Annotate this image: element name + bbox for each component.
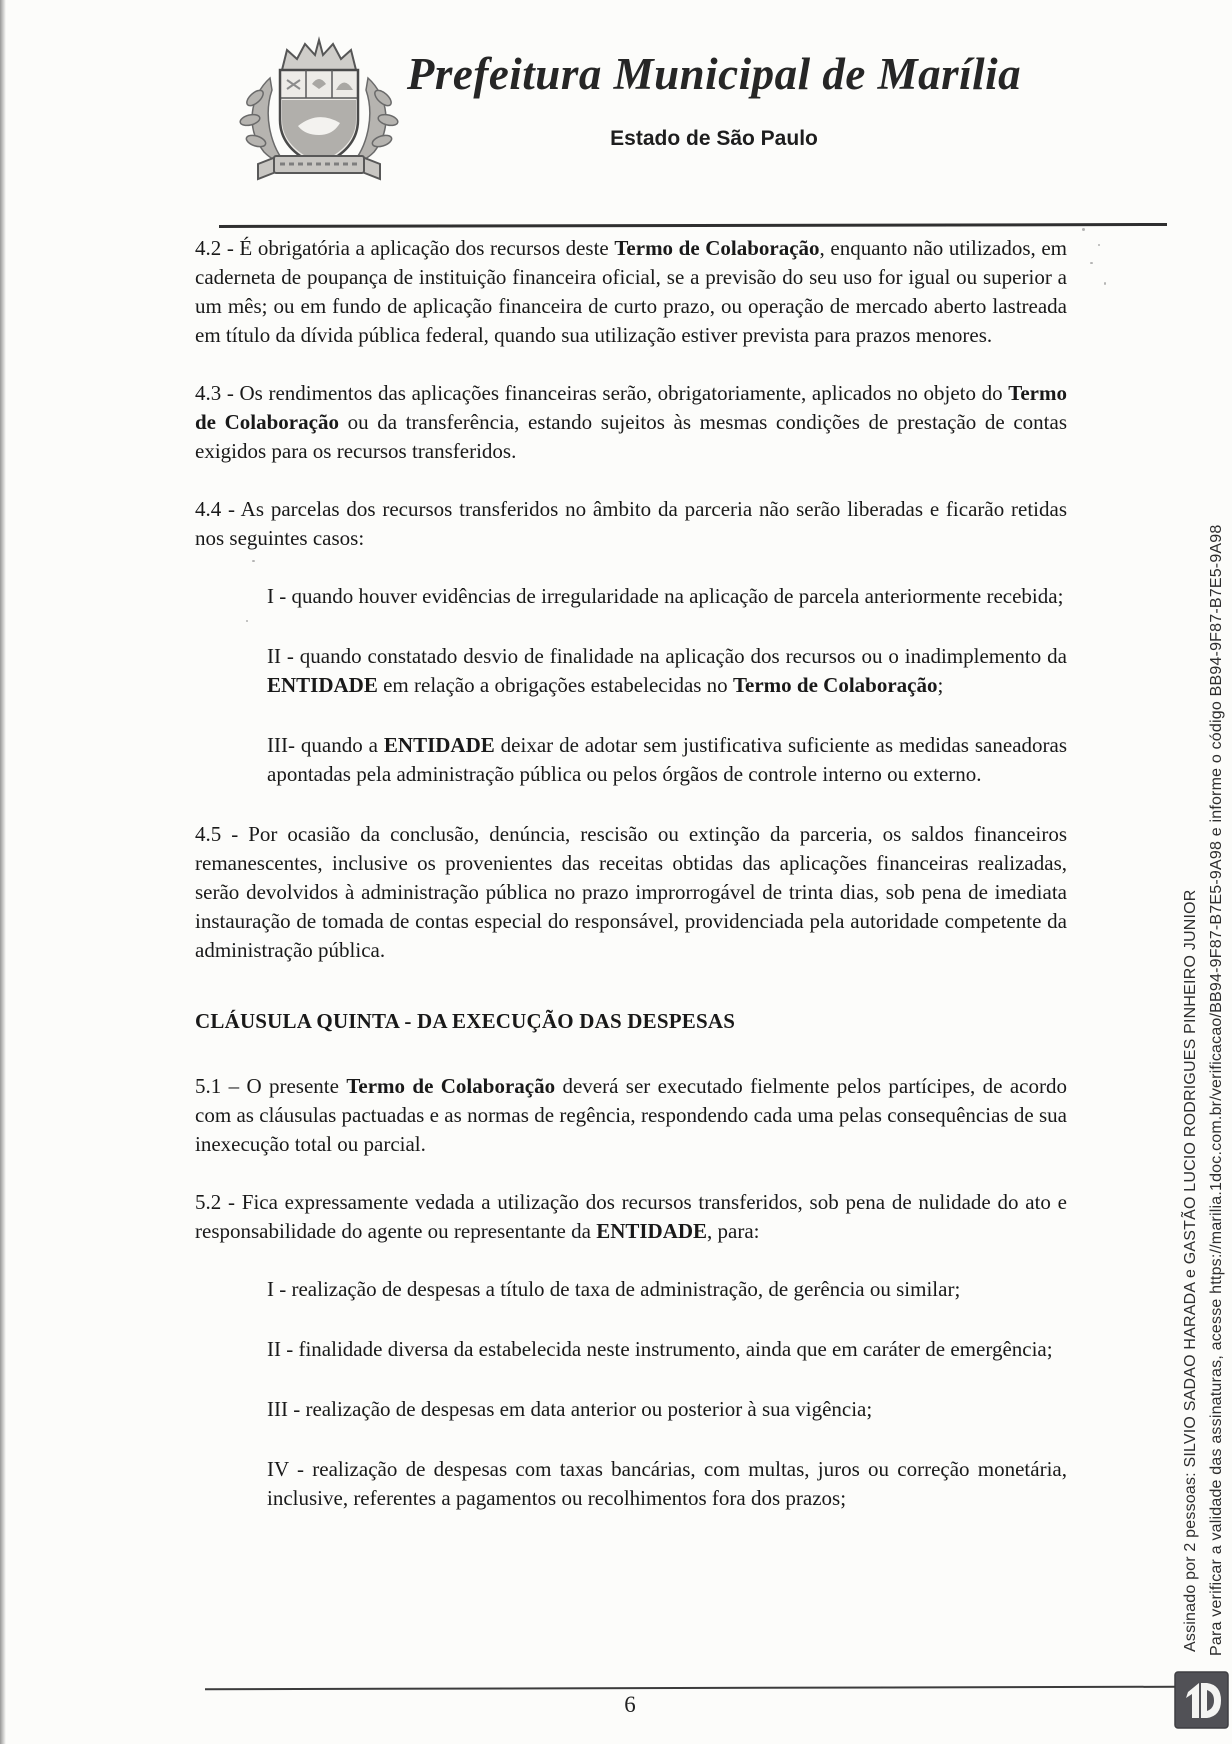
text-segment: II - quando constatado desvio de finalidade na aplicação dos recursos ou o inadimplemento da [267,644,1067,668]
signature-signed-by-text: Assinado por 2 pessoas: SILVIO SADAO HARADA e GASTÃO LUCIO RODRIGUES PINHEIRO JUNIOR [1182,889,1199,1652]
scan-noise [1090,262,1093,264]
footer-divider [205,1686,1175,1691]
bold-text-segment: CLÁUSULA QUINTA - DA EXECUÇÃO DAS DESPESAS [195,1009,736,1033]
text-segment: I - quando houver evidências de irregularidade na aplicação de parcela anteriormente recebida; [267,584,1064,608]
scan-noise [1098,244,1100,246]
page-number: 6 [624,1692,636,1717]
document-body [195,234,1067,1544]
text-segment: ; [937,673,944,697]
text-segment: deverá ser executado fielmente pelos partícipes, de acordo com as cláusulas pactuadas e as normas de regência, respondendo cada uma pelas consequências de sua inexecução total ou parcial. [195,1074,1067,1156]
text-segment: 4.4 - As parcelas dos recursos transferidos no âmbito da parceria não serão liberadas e ficarão retidas nos seguintes casos: [195,497,1067,550]
text-segment: 4.5 - Por ocasião da conclusão, denúncia, rescisão ou extinção da parceria, os saldos financeiros remanescentes, inclusive os provenientes das receitas obtidas das aplicações financeiras realizadas, serão devolvidos à administração pública no prazo improrrogável de trinta dias, sob pena de imediata instauração de tomada de contas especial do responsável, providenciada pela autoridade competente da administração pública. [195,822,1067,962]
page-title: Prefeitura Municipal de Marília [406,49,1022,99]
scan-edge-shadow [0,0,6,1744]
bold-text-segment: Termo de Colaboração [195,381,1067,434]
text-segment: I - realização de despesas a título de taxa de administração, de gerência ou similar; [267,1277,961,1301]
scan-noise [1104,282,1106,285]
page-subtitle: Estado de São Paulo [610,127,818,150]
text-segment: III- quando a [267,733,384,757]
clause-4-5 [195,820,1067,965]
bold-text-segment: Termo de Colaboração [732,673,938,697]
text-segment: III - realização de despesas em data anterior ou posterior à sua vigência; [267,1397,873,1421]
text-segment: 5.2 - Fica expressamente vedada a utilização dos recursos transferidos, sob pena de nulidade do ato e responsabilidade do agente ou representante da [195,1190,1067,1243]
text-segment: 5.1 – O presente [195,1074,347,1098]
clause-4-4-item-2 [267,642,1067,700]
text-segment: II - finalidade diversa da estabelecida neste instrumento, ainda que em caráter de emergência; [267,1337,1053,1361]
clause-4-4 [195,495,1067,553]
clause-4-4-item-3 [267,731,1067,789]
clause-5-1 [195,1072,1067,1159]
clause-4-2 [195,234,1067,350]
bold-text-segment: ENTIDADE [267,673,378,697]
clause-4-4-item-1 [267,582,1067,611]
text-segment: deixar de adotar sem justificativa suficiente as medidas saneadoras apontadas pela administração pública ou pelos órgãos de controle interno ou externo. [267,733,1067,786]
bold-text-segment: ENTIDADE [383,733,495,757]
scan-noise [1082,228,1085,231]
header-divider [219,223,1167,228]
text-segment: IV - realização de despesas com taxas bancárias, com multas, juros ou correção monetária, inclusive, referentes a pagamentos ou recolhimentos fora dos prazos; [267,1457,1067,1510]
clause-5-2-item-4 [267,1455,1067,1513]
text-segment: 4.3 - Os rendimentos das aplicações financeiras serão, obrigatoriamente, aplicados no objeto do [195,381,1009,405]
clause-5-2-item-2 [267,1335,1067,1364]
signature-verification-text: Para verificar a validade das assinaturas, acesse https://marilia.1doc.com.br/verificacao/BB94-9F87-B7E5-9A98 e informe o código BB94-9F87-B7E5-9A98 [1208,524,1225,1656]
text-segment: ou da transferência, estando sujeitos às mesmas condições de prestação de contas exigidos para os recursos transferidos. [195,410,1067,463]
clause-4-3 [195,379,1067,466]
bold-text-segment: Termo de Colaboração [614,236,820,260]
text-segment: 4.2 - É obrigatória a aplicação dos recursos deste [195,236,615,260]
text-segment: em relação a obrigações estabelecidas no [377,673,733,697]
text-segment: , enquanto não utilizados, em caderneta de poupança de instituição financeira oficial, se a previsão do seu uso for igual ou superior a um mês; ou em fundo de aplicação financeira de curto prazo, ou operação de mercado aberto lastreada em título da dívida pública federal, quando sua utilização estiver prevista para prazos menores. [195,236,1067,347]
clause-5-2-item-1 [267,1275,1067,1304]
letterhead [378,48,1050,151]
bold-text-segment: ENTIDADE [596,1219,708,1243]
bold-text-segment: Termo de Colaboração [346,1074,556,1098]
clausula-quinta-heading [195,1007,1067,1036]
text-segment: , para: [707,1219,760,1243]
clause-5-2-item-3 [267,1395,1067,1424]
1doc-logo-icon [1174,1671,1229,1729]
clause-5-2 [195,1188,1067,1246]
